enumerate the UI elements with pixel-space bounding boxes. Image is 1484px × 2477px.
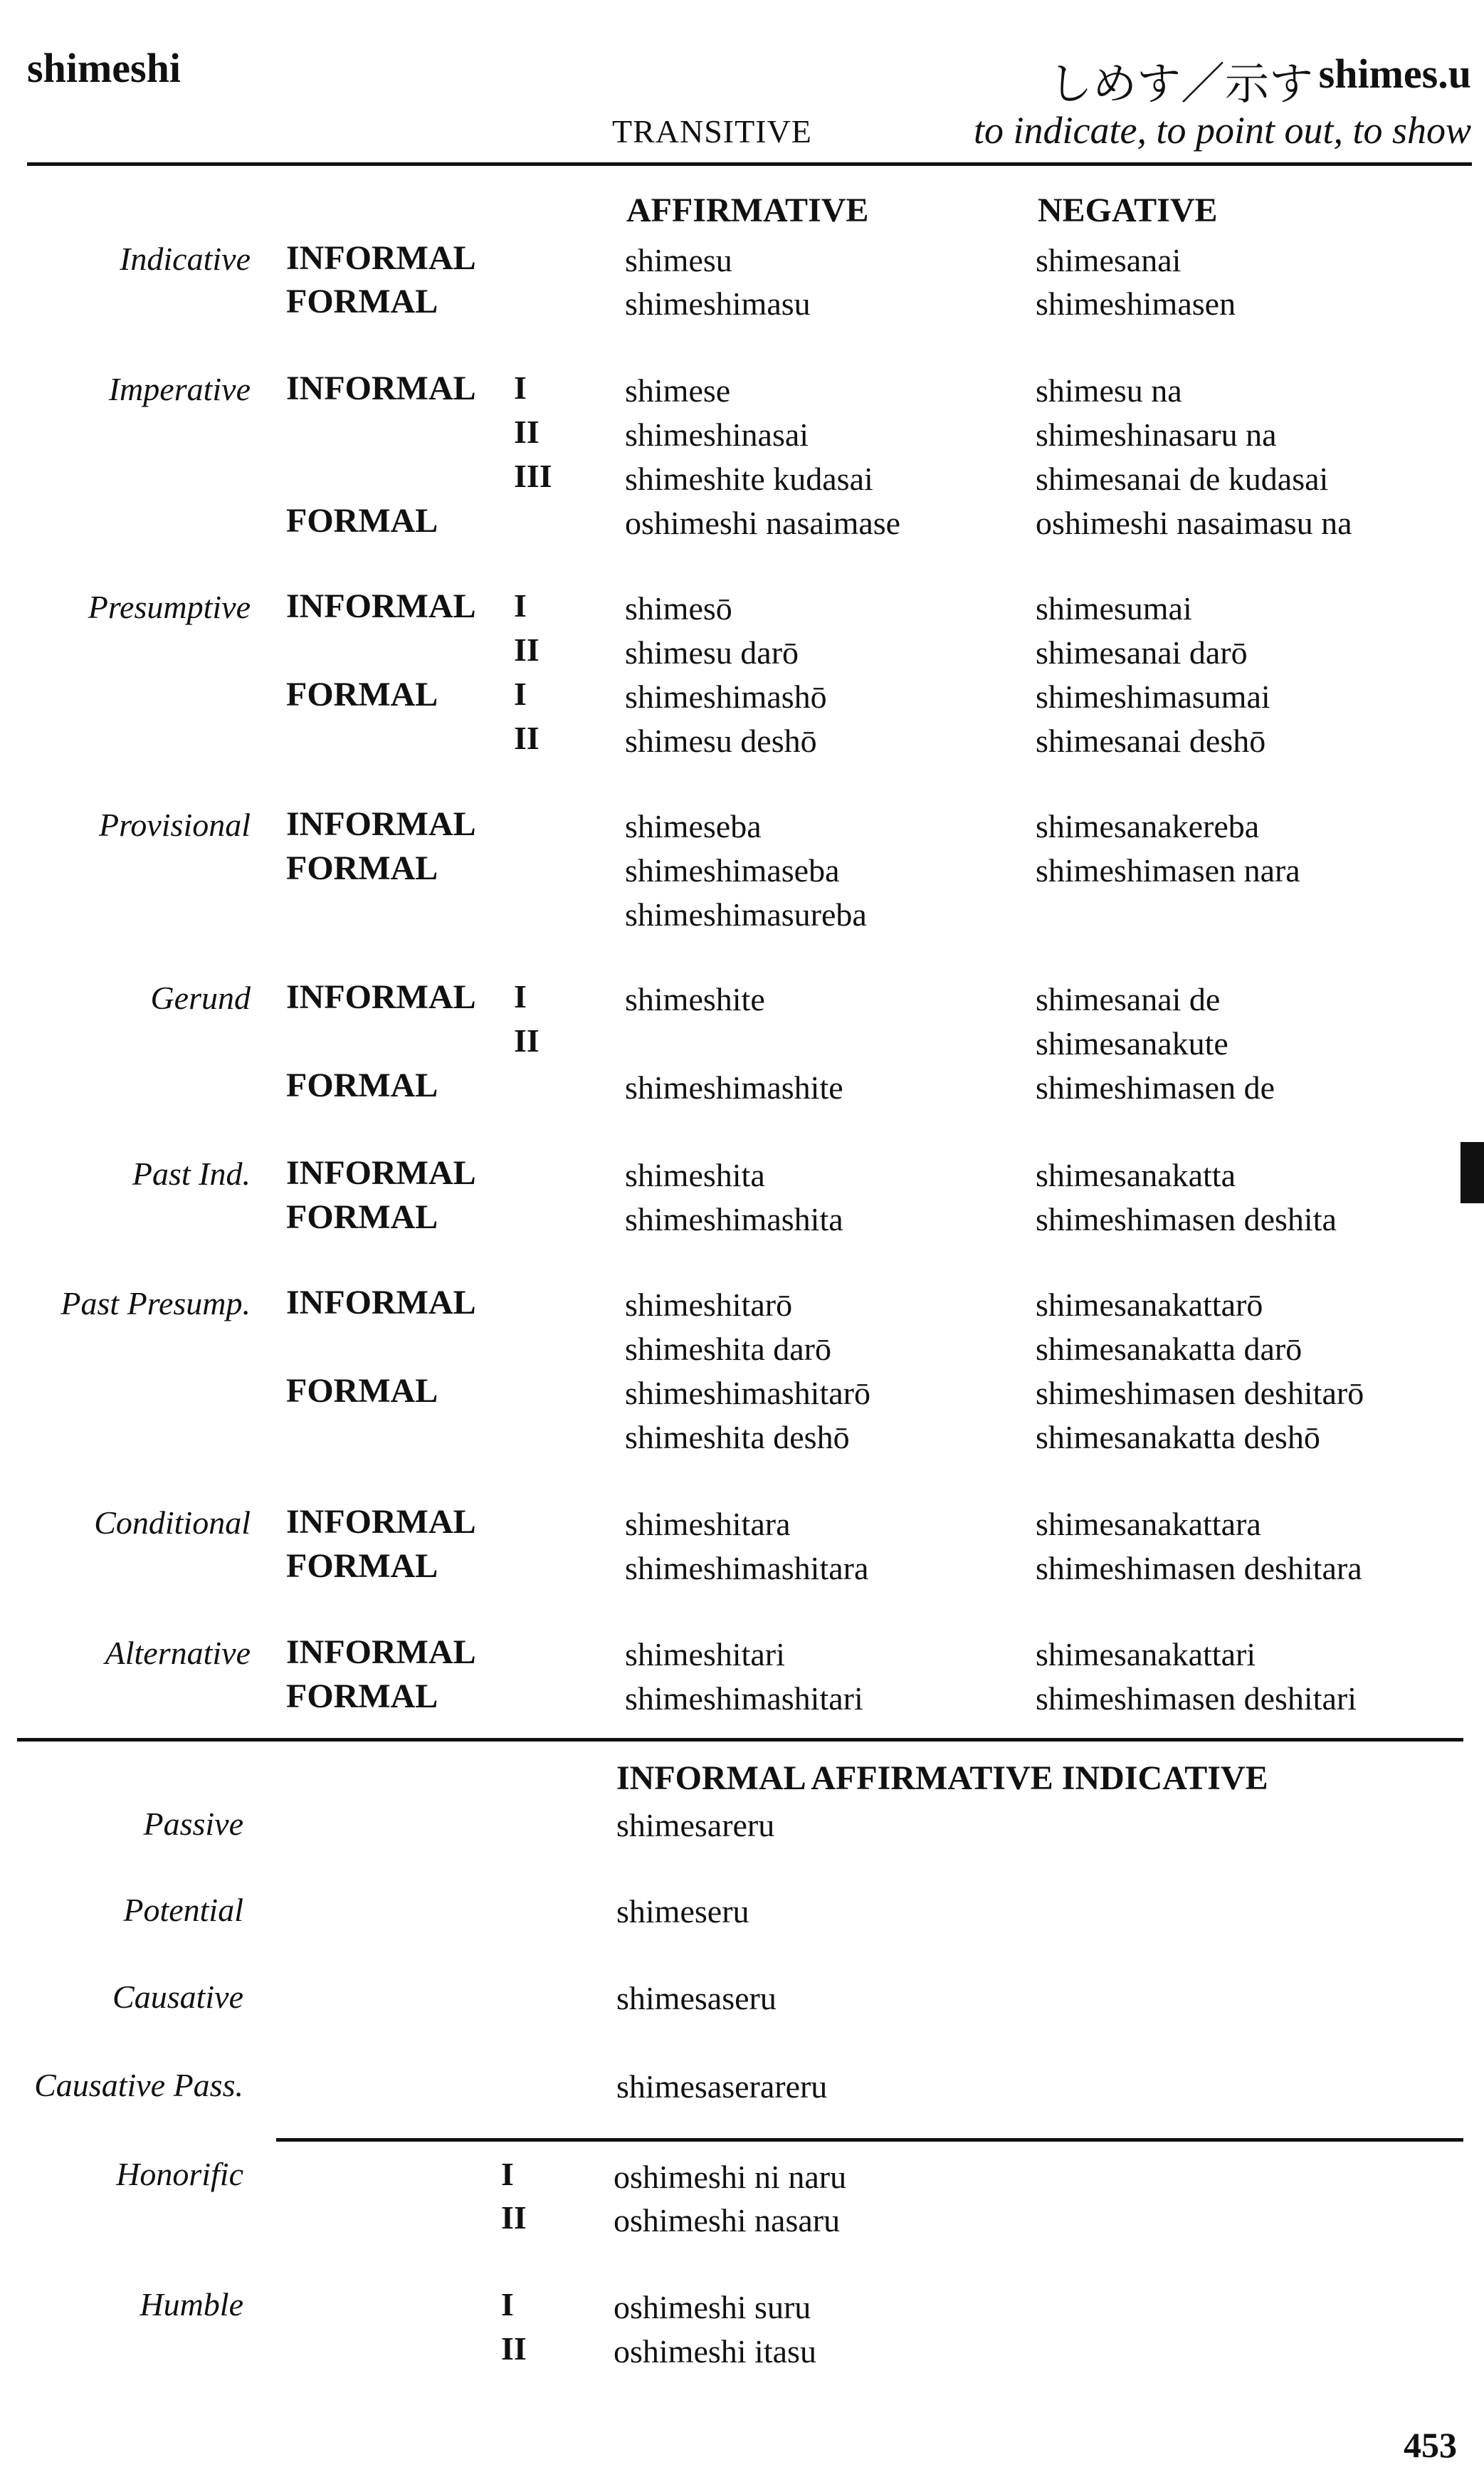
row-affirmative: shimeshimaseba xyxy=(625,852,840,889)
row-negative: shimesanai xyxy=(1036,242,1182,278)
row-register: INFORMAL xyxy=(286,587,476,625)
row-label: Alternative xyxy=(105,1635,251,1671)
row-affirmative: shimeshite kudasai xyxy=(625,461,873,497)
row-affirmative: shimeshimasureba xyxy=(625,896,867,933)
verb-romaji-dictionary: shimes.u xyxy=(1318,51,1471,97)
row-roman: I xyxy=(514,587,527,624)
derived-form-label: Passive xyxy=(143,1806,243,1842)
column-affirmative: AFFIRMATIVE xyxy=(626,192,869,229)
section-rule xyxy=(17,1738,1463,1742)
row-register: INFORMAL xyxy=(286,239,476,277)
derived-form-value: shimesaseru xyxy=(616,1980,777,2016)
row-register: INFORMAL xyxy=(286,978,476,1016)
row-negative: shimesanakatta darō xyxy=(1036,1331,1303,1367)
row-roman: I xyxy=(514,978,527,1015)
honorific-value: oshimeshi nasaru xyxy=(614,2202,841,2238)
honorific-rule xyxy=(276,2138,1463,2142)
section2-heading: INFORMAL AFFIRMATIVE INDICATIVE xyxy=(616,1759,1268,1797)
row-negative: shimesanakattari xyxy=(1036,1636,1256,1672)
row-affirmative: shimeshimashita xyxy=(625,1201,843,1237)
derived-form-label: Causative Pass. xyxy=(34,2067,243,2103)
honorific-roman: II xyxy=(501,2199,527,2236)
row-affirmative: shimeshitara xyxy=(625,1506,791,1542)
row-register: FORMAL xyxy=(286,283,438,320)
row-affirmative: shimeseba xyxy=(625,808,762,844)
row-affirmative: shimeshimasu xyxy=(625,286,811,322)
row-affirmative: shimeshitari xyxy=(625,1636,785,1672)
row-label: Conditional xyxy=(94,1504,251,1541)
row-register: INFORMAL xyxy=(286,370,476,407)
row-register: FORMAL xyxy=(286,676,438,713)
row-affirmative: shimeshimashitari xyxy=(625,1680,863,1717)
row-register: FORMAL xyxy=(286,502,438,540)
row-negative: shimesanakatta deshō xyxy=(1036,1419,1320,1455)
row-negative: shimeshimasen deshitari xyxy=(1036,1680,1357,1717)
row-affirmative: shimeshinasai xyxy=(625,417,809,453)
row-register: FORMAL xyxy=(286,1198,438,1236)
verb-romaji-stem: shimeshi xyxy=(27,45,181,91)
row-affirmative: shimeshimashitara xyxy=(625,1550,869,1586)
row-affirmative: shimeshimashite xyxy=(625,1069,843,1106)
row-affirmative: shimesu darō xyxy=(625,634,799,671)
verb-type: TRANSITIVE xyxy=(612,113,812,150)
row-register: INFORMAL xyxy=(286,805,476,843)
row-label: Indicative xyxy=(120,241,251,277)
row-affirmative: shimesō xyxy=(625,590,732,627)
row-negative: shimeshimasen deshitarō xyxy=(1036,1375,1364,1411)
row-negative: shimeshimasen nara xyxy=(1036,852,1300,889)
row-affirmative: oshimeshi nasaimase xyxy=(625,505,901,541)
row-affirmative: shimesu xyxy=(625,242,732,278)
row-label: Gerund xyxy=(150,980,251,1016)
row-negative: shimesanakatta xyxy=(1036,1157,1236,1193)
row-negative: shimeshimasen xyxy=(1036,286,1236,322)
honorific-roman: I xyxy=(501,2286,514,2322)
honorific-roman: I xyxy=(501,2156,514,2192)
row-negative: shimesumai xyxy=(1036,590,1192,627)
row-roman: II xyxy=(514,632,540,668)
honorific-roman: II xyxy=(501,2330,527,2367)
row-affirmative: shimeshita xyxy=(625,1157,765,1193)
row-roman: II xyxy=(514,720,540,756)
thumb-index-tab xyxy=(1461,1142,1484,1203)
row-affirmative: shimeshite xyxy=(625,981,765,1017)
row-register: FORMAL xyxy=(286,849,438,887)
row-roman: II xyxy=(514,1022,540,1059)
row-negative: shimesanakattara xyxy=(1036,1506,1261,1542)
honorific-label: Humble xyxy=(140,2286,243,2322)
row-affirmative: shimesu deshō xyxy=(625,723,817,759)
row-negative: shimeshimasen de xyxy=(1036,1069,1275,1106)
honorific-label: Honorific xyxy=(116,2156,243,2192)
row-label: Imperative xyxy=(108,371,251,407)
row-register: INFORMAL xyxy=(286,1633,476,1671)
row-negative: oshimeshi nasaimasu na xyxy=(1036,505,1352,541)
verb-japanese: しめす／示す xyxy=(1048,58,1313,110)
row-negative: shimesanai deshō xyxy=(1036,723,1266,759)
row-label: Provisional xyxy=(99,807,251,843)
row-negative: shimesanakereba xyxy=(1036,808,1260,844)
derived-form-value: shimesareru xyxy=(616,1807,775,1843)
derived-form-value: shimeseru xyxy=(616,1893,749,1929)
column-negative: NEGATIVE xyxy=(1038,192,1218,229)
row-negative: shimeshinasaru na xyxy=(1036,417,1277,453)
row-negative: shimesanakattarō xyxy=(1036,1287,1263,1323)
row-negative: shimesanakute xyxy=(1036,1025,1228,1062)
row-roman: I xyxy=(514,676,527,712)
row-register: FORMAL xyxy=(286,1677,438,1715)
honorific-value: oshimeshi ni naru xyxy=(614,2159,847,2195)
derived-form-label: Potential xyxy=(123,1892,243,1928)
row-roman: I xyxy=(514,370,527,406)
derived-form-value: shimesaserareru xyxy=(616,2068,828,2105)
honorific-value: oshimeshi suru xyxy=(614,2289,811,2325)
row-label: Past Presump. xyxy=(60,1285,251,1321)
row-affirmative: shimeshimashitarō xyxy=(625,1375,870,1411)
derived-form-label: Causative xyxy=(112,1979,243,2015)
row-register: FORMAL xyxy=(286,1372,438,1410)
row-affirmative: shimese xyxy=(625,372,731,409)
row-negative: shimesu na xyxy=(1036,372,1182,409)
page-number: 453 xyxy=(1404,2425,1457,2465)
row-roman: II xyxy=(514,414,540,450)
row-register: INFORMAL xyxy=(286,1154,476,1192)
header-rule xyxy=(27,162,1472,166)
honorific-value: oshimeshi itasu xyxy=(614,2333,816,2369)
verb-meaning: to indicate, to point out, to show xyxy=(974,109,1471,152)
row-affirmative: shimeshimashō xyxy=(625,679,827,715)
row-negative: shimesanai darō xyxy=(1036,634,1248,671)
row-register: INFORMAL xyxy=(286,1284,476,1321)
row-label: Past Ind. xyxy=(132,1156,251,1192)
row-register: FORMAL xyxy=(286,1547,438,1585)
row-negative: shimesanai de kudasai xyxy=(1036,461,1329,497)
row-affirmative: shimeshita darō xyxy=(625,1331,831,1367)
row-register: FORMAL xyxy=(286,1067,438,1104)
row-roman: III xyxy=(514,458,552,494)
row-negative: shimeshimasen deshitara xyxy=(1036,1550,1362,1586)
row-negative: shimeshimasen deshita xyxy=(1036,1201,1337,1237)
row-negative: shimeshimasumai xyxy=(1036,679,1270,715)
row-affirmative: shimeshitarō xyxy=(625,1287,793,1323)
row-affirmative: shimeshita deshō xyxy=(625,1419,850,1455)
row-negative: shimesanai de xyxy=(1036,981,1221,1017)
row-register: INFORMAL xyxy=(286,1503,476,1541)
row-label: Presumptive xyxy=(88,589,251,625)
